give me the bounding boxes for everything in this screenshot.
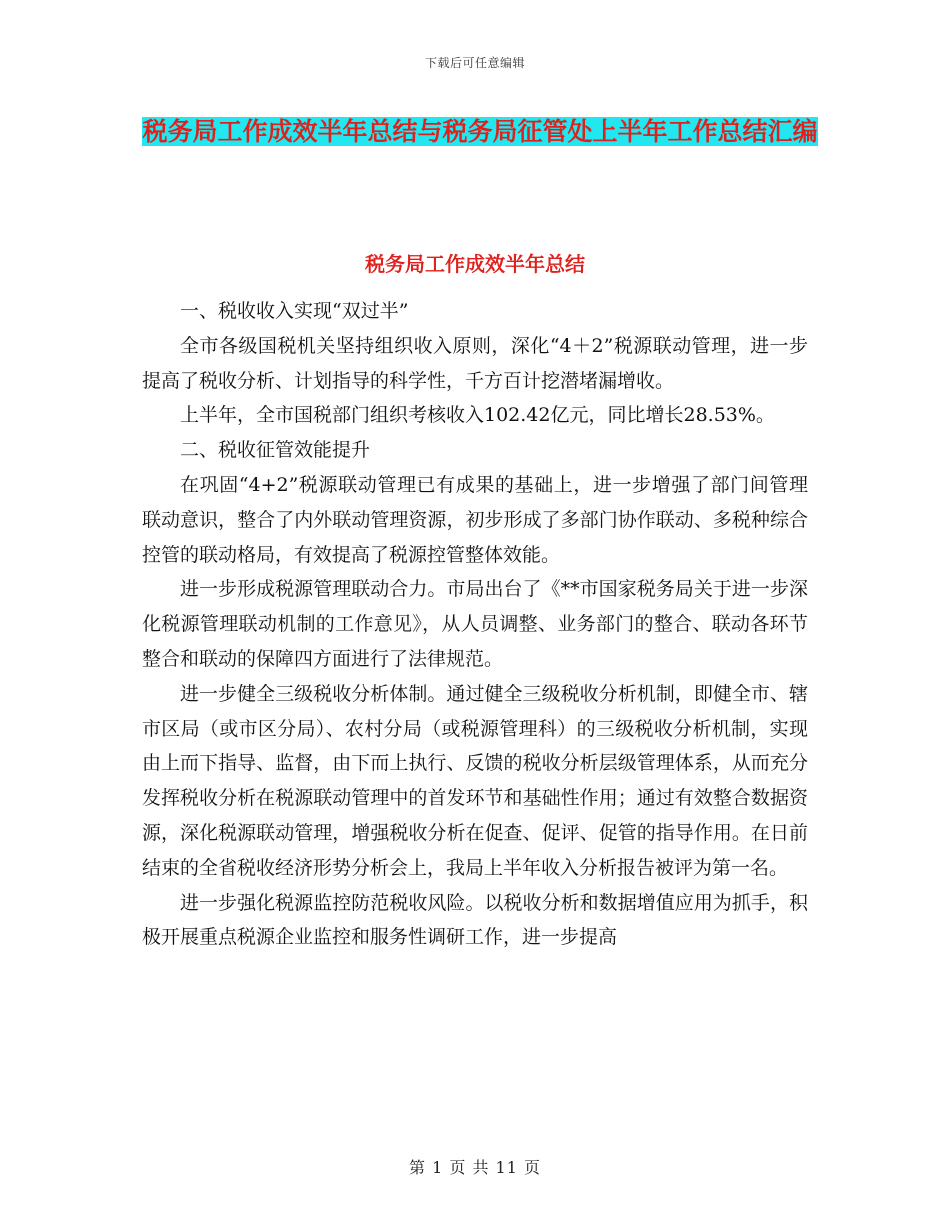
paragraph: 全市各级国税机关坚持组织收入原则，深化“4＋2”税源联动管理，进一步提高了税收分析、计划指导的科学性，千方百计挖潜堵漏增收。	[142, 334, 808, 392]
document-body	[142, 294, 808, 955]
paragraph: 上半年，全市国税部门组织考核收入102.42亿元，同比增长28.53%。	[180, 404, 775, 427]
section-heading: 一、税收收入实现“双过半”	[180, 300, 409, 322]
section-title: 税务局工作成效半年总结	[365, 252, 585, 276]
header-note: 下载后可任意编辑	[424, 56, 525, 70]
paragraph: 进一步健全三级税收分析体制。通过健全三级税收分析机制，即健全市、辖市区局（或市区分局）、农村分局（或税源管理科）的三级税收分析机制，实现由上而下指导、监督，由下而上执行、反馈的税收分析层级管理体系，从而充分发挥税收分析在税源联动管理中的首发环节和基础性作用；通过有效整合数据资源，深化税源联动管理，增强税收分析在促查、促评、促管的指导作用。在日前结束的全省税收经济形势分析会上，我局上半年收入分析报告被评为第一名。	[142, 682, 808, 879]
page-footer: 第 1 页 共 11 页	[409, 1158, 541, 1177]
section-heading: 二、税收征管效能提升	[180, 439, 371, 462]
document-title-text: 税务局工作成效半年总结与税务局征管处上半年工作总结汇编	[142, 117, 818, 146]
paragraph: 在巩固“4+2”税源联动管理已有成果的基础上，进一步增强了部门间管理联动意识，整合了内外联动管理资源，初步形成了多部门协作联动、多税种综合控管的联动格局，有效提高了税源控管整体效能。	[142, 473, 808, 566]
document-title	[140, 110, 820, 154]
paragraph: 进一步形成税源管理联动合力。市局出台了《**市国家税务局关于进一步深化税源管理联动机制的工作意见》，从人员调整、业务部门的整合、联动各环节整合和联动的保障四方面进行了法律规范。	[142, 578, 808, 670]
paragraph: 进一步强化税源监控防范税收风险。以税收分析和数据增值应用为抓手，积极开展重点税源企业监控和服务性调研工作，进一步提高	[142, 891, 808, 949]
